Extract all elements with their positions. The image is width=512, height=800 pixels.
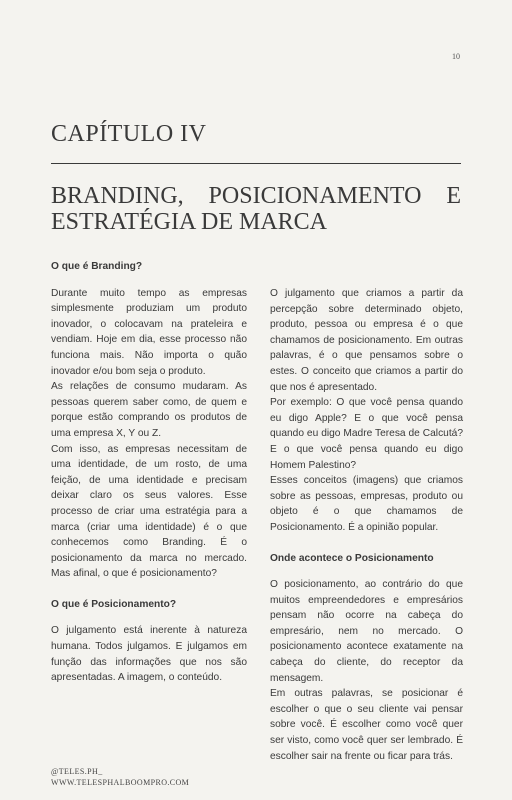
section-heading-line-2: ESTRATÉGIA DE MARCA (51, 209, 328, 235)
paragraph: Em outras palavras, se posicionar é escolher o que o seu cliente vai pensar sobre você. É escolher como você quer ser visto, como você quer ser lembrado. É escolher sair na frente ou ficar para trás. (270, 688, 463, 762)
subheading-branding: O que é Branding? (51, 261, 143, 272)
section-heading-line-1: BRANDING, POSICIONAMENTO E (51, 183, 461, 209)
subheading-onde-acontece: Onde acontece o Posicionamento (270, 552, 434, 564)
paragraph: Durante muito tempo as empresas simplesmente produziam um produto inovador, o colocavam na prateleira e vendiam. Hoje em dia, esse processo não funciona mais. Não importa o quão inovador e/ou bom seja o produto. (51, 287, 247, 377)
footer (51, 766, 189, 788)
paragraph: Por exemplo: O que você pensa quando eu digo Apple? E o que você pensa quando eu digo Madre Teresa de Calcutá? E o que você pensa quando eu digo Homem Palestino? (270, 397, 463, 471)
social-handle: @TELES.PH_ (51, 767, 103, 776)
paragraph: Com isso, as empresas necessitam de uma identidade, de um rosto, de uma feição, de uma identidade e precisam deixar claro os seus valores. Esse processo de criar uma estratégia para a marca (criar uma identidade) é o que conhecemos como Branding. É o posicionamento da marca no mercado. Mas afinal, o que é posicionamento? (51, 443, 247, 580)
paragraph: O julgamento que criamos a partir da percepção sobre determinado objeto, produto, pessoa ou empresa é o que chamamos de posicionamento. Em outras palavras, é o que pensamos sobre o estes. O conceito que criamos a partir do que nos é apresentado. (270, 288, 463, 393)
title-divider (51, 163, 461, 164)
left-column (51, 259, 247, 686)
website-url: WWW.TELESPHALBOOMPRO.COM (51, 778, 190, 787)
chapter-title: CAPÍTULO IV (51, 121, 207, 147)
page-number: 10 (452, 52, 460, 61)
subheading-posicionamento: O que é Posicionamento? (51, 598, 177, 610)
paragraph: Esses conceitos (imagens) que criamos sobre as pessoas, empresas, produto ou objeto é o que chamamos de Posicionamento. É a opinião popular. (270, 475, 463, 533)
paragraph: O posicionamento, ao contrário do que muitos empreendedores e empresários pensam não ocorre na cabeça do empresário, nem no mercado. O posicionamento acontece exatamente na cabeça do cliente, do receptor da mensagem. (270, 579, 463, 684)
section-heading (51, 183, 461, 235)
paragraph: O julgamento está inerente à natureza humana. Todos julgamos. E julgamos em função das informações que nos são apresentadas. A imagem, o conteúdo. (51, 625, 247, 684)
paragraph: As relações de consumo mudaram. As pessoas querem saber como, de quem e porque estão comprando os produtos de uma empresa X, Y ou Z. (51, 381, 247, 439)
right-column (270, 286, 463, 764)
